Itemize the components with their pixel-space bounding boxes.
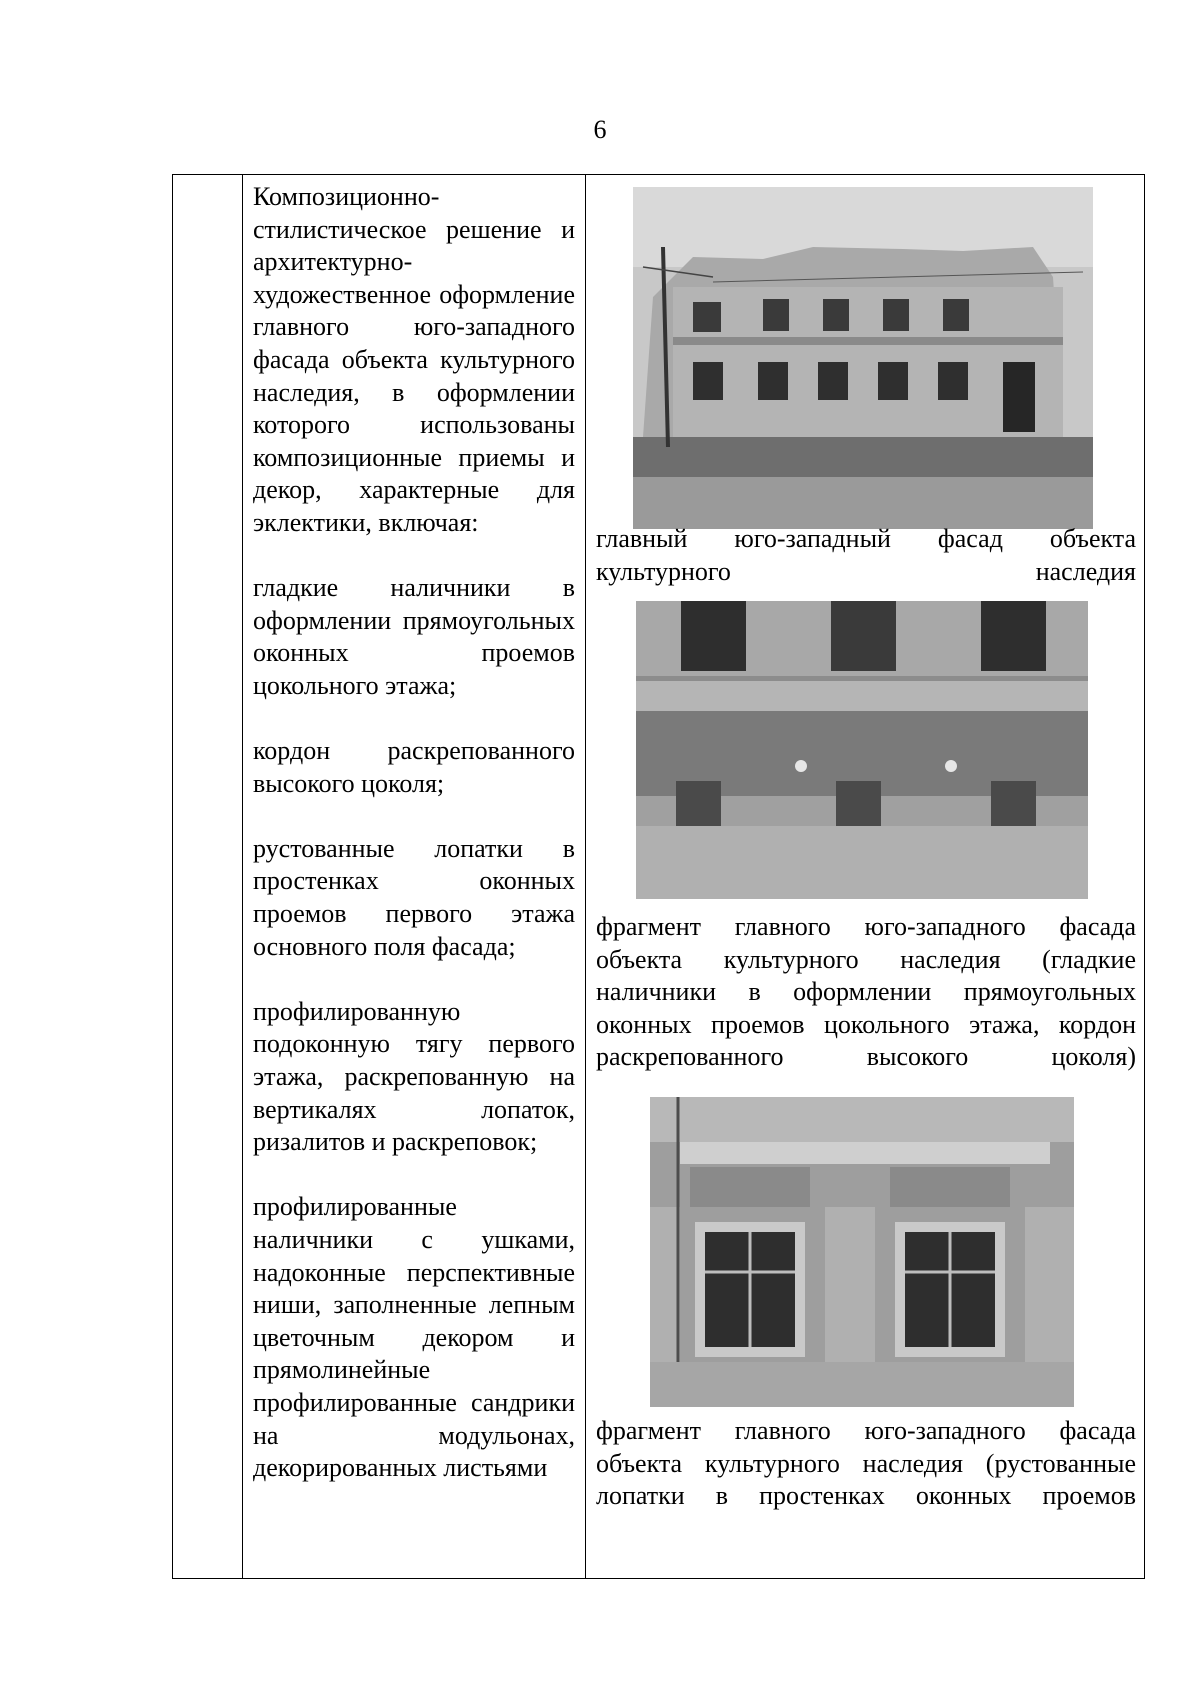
photo-caption: главный юго-западный фасад объекта культурного наследия [596, 524, 1136, 586]
photo-caption: фрагмент главного юго-западного фасада объекта культурного наследия (гладкие наличники в оформлении прямоугольных оконных проемов цокольного этажа, кордон раскрепованного высокого цоколя) [596, 912, 1136, 1072]
feature-paragraph: гладкие наличники в оформлении прямоугольных оконных проемов цокольного этажа; [253, 573, 575, 700]
first-floor-windows-photo [650, 1097, 1074, 1407]
heritage-table [172, 174, 1145, 1579]
facade-photo [633, 187, 1093, 529]
empty-number-cell [173, 175, 243, 1579]
feature-paragraph: рустованные лопатки в простенках оконных проемов первого этажа основного поля фасада; [253, 833, 575, 961]
description-cell [243, 175, 586, 1579]
feature-paragraph: профилированные наличники с ушками, надоконные перспективные ниши, заполненные лепным цветочным декором и прямолинейные профилированные сандрики на модульонах, декорированных листьями [253, 1192, 575, 1483]
feature-paragraph: кордон раскрепованного высокого цоколя; [253, 736, 575, 798]
feature-paragraph: профилированную подоконную тягу первого этажа, раскрепованную на вертикалях лопаток, ризалитов и раскреповок; [253, 996, 575, 1157]
photos-cell [586, 175, 1145, 1579]
basement-windows-photo [636, 601, 1088, 899]
page-number: 6 [593, 115, 607, 144]
photo-caption: фрагмент главного юго-западного фасада объекта культурного наследия (рустованные лопатки в простенках оконных проемов [596, 1416, 1136, 1511]
intro-paragraph: Композиционно-стилистическое решение и архитектурно-художественное оформление главного юго-западного фасада объекта культурного наследия, в оформлении которого использованы композиционные приемы и декор, характерные для эклектики, включая: [253, 182, 575, 537]
